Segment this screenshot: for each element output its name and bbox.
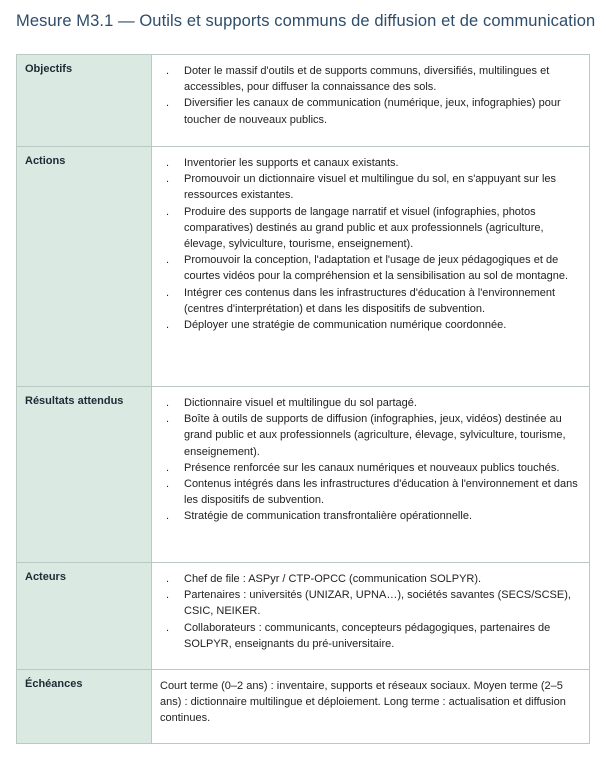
- list-item-text: Doter le massif d'outils et de supports communs, diversifiés, multilingues et accessibles, pour diffuser la connaissance des sols.: [184, 65, 550, 94]
- bullet-glyph: .: [166, 286, 170, 299]
- bullet-glyph: .: [166, 621, 170, 634]
- list-item-text: Contenus intégrés dans les infrastructures d'éducation à l'environnement et dans les dispositifs de subvention.: [184, 478, 578, 507]
- list-item-text: Diversifier les canaux de communication (numérique, jeux, infographies) pour toucher de nouveaux publics.: [184, 97, 561, 126]
- row-label-objectifs: Objectifs: [17, 55, 152, 147]
- list-item-text: Boîte à outils de supports de diffusion (infographies, jeux, vidéos) destinée au grand public et aux professionnels (agriculture, élevage, sylviculture, tourisme, enseignement).: [184, 413, 566, 458]
- bullet-glyph: .: [166, 173, 170, 186]
- list-item-text: Déployer une stratégie de communication numérique coordonnée.: [184, 319, 507, 332]
- list-item-text: Partenaires : universités (UNIZAR, UPNA…), sociétés savantes (SECS/SCSE), CSIC, NEIKER.: [184, 589, 571, 618]
- bullet-glyph: .: [166, 319, 170, 332]
- bullet-glyph: .: [166, 510, 170, 523]
- list-item: [160, 204, 579, 253]
- list-item-text: Produire des supports de langage narratif et visuel (infographies, photos comparatives) destinés au grand public et aux professionnels (agriculture, élevage, sylviculture, tourisme, enseignement).: [184, 205, 544, 251]
- bullet-glyph: .: [166, 413, 170, 426]
- row-label-echeances: Échéances: [17, 670, 152, 743]
- bullet-glyph: .: [166, 589, 170, 602]
- list-item: [160, 252, 579, 284]
- list-item-text: Promouvoir un dictionnaire visuel et multilingue du sol, en s'appuyant sur les ressources existantes.: [184, 173, 557, 202]
- list-item: [160, 155, 579, 171]
- list-item-text: Inventorier les supports et canaux existants.: [184, 157, 399, 169]
- bullet-glyph: .: [166, 205, 170, 218]
- list-item-text: Stratégie de communication transfrontalière opérationnelle.: [184, 510, 472, 523]
- bullet-glyph: .: [166, 461, 170, 474]
- row-content-actions: [152, 147, 589, 387]
- row-content-acteurs: [152, 563, 589, 670]
- row-label-actions: Actions: [17, 147, 152, 387]
- list-item-text: Chef de file : ASPyr / CTP-OPCC (communication SOLPYR).: [184, 573, 482, 585]
- list-item: [160, 508, 579, 524]
- list-item: [160, 285, 579, 317]
- list-item: [160, 476, 579, 508]
- row-content-resultats-attendus: [152, 387, 589, 563]
- row-label-resultats-attendus: Résultats attendus: [17, 387, 152, 563]
- bullet-glyph: .: [166, 478, 170, 491]
- list-item: [160, 95, 579, 127]
- echeances-text: Court terme (0–2 ans) : inventaire, supports et réseaux sociaux. Moyen terme (2–5 ans) : dictionnaire multilingue et déploiement. Long terme : actualisation et diffusion continues.: [160, 680, 566, 725]
- list-item: [160, 411, 579, 460]
- bullet-glyph: .: [166, 397, 170, 409]
- list-item: [160, 571, 579, 587]
- list-item-text: Présence renforcée sur les canaux numériques et nouveaux publics touchés.: [184, 461, 560, 474]
- list-item: [160, 620, 579, 652]
- row-content-objectifs: [152, 55, 589, 147]
- row-content-echeances: [152, 670, 589, 743]
- bullet-glyph: .: [166, 65, 170, 77]
- row-label-acteurs: Acteurs: [17, 563, 152, 670]
- list-item: [160, 460, 579, 476]
- bullet-glyph: .: [166, 157, 170, 169]
- bullet-glyph: .: [166, 97, 170, 110]
- measure-table: [16, 54, 590, 744]
- list-item: [160, 63, 579, 95]
- list-item: [160, 171, 579, 203]
- list-item: [160, 395, 579, 411]
- bullet-glyph: .: [166, 254, 170, 267]
- list-item-text: Promouvoir la conception, l'adaptation et l'usage de jeux pédagogiques et de courtes vidéos pour la compréhension et la sensibilisation au sol de montagne.: [184, 254, 569, 283]
- bullet-glyph: .: [166, 573, 170, 585]
- list-item-text: Dictionnaire visuel et multilingue du sol partagé.: [184, 397, 417, 409]
- list-item-text: Collaborateurs : communicants, concepteurs pédagogiques, partenaires de SOLPYR, enseignants du pré-universitaire.: [184, 621, 551, 650]
- page-title: Mesure M3.1 — Outils et supports communs de diffusion et de communication: [16, 12, 596, 30]
- list-item: [160, 317, 579, 333]
- list-item: [160, 587, 579, 619]
- list-item-text: Intégrer ces contenus dans les infrastructures d'éducation à l'environnement (centres d'interprétation) et dans les dispositifs de subvention.: [184, 286, 556, 315]
